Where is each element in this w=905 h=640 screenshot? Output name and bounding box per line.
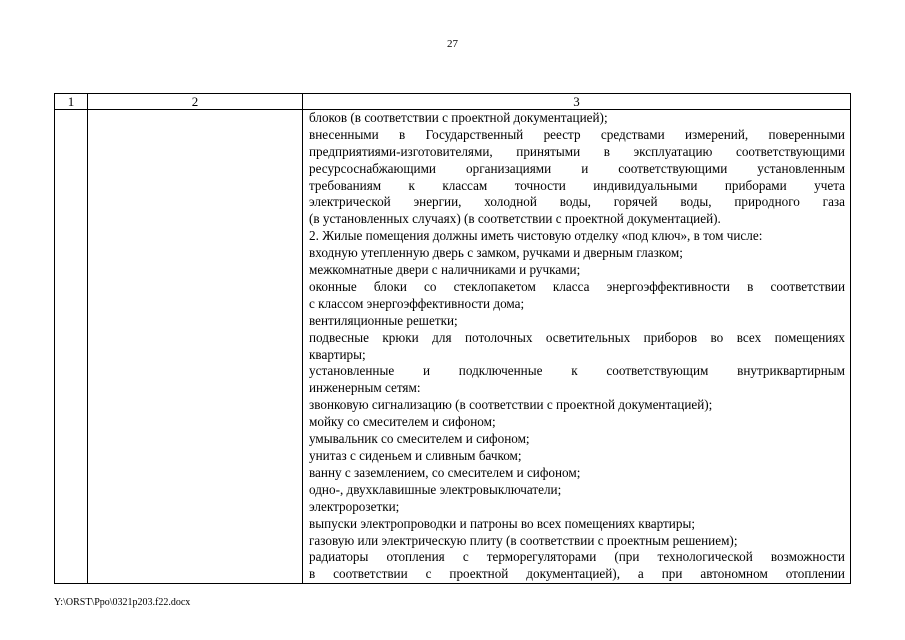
column-header-2: 2 [88,94,303,110]
column-header-1: 1 [55,94,88,110]
text-line: звонковую сигнализацию (в соответствии с проектной документацией); [309,397,713,413]
text-line: унитаз с сиденьем и сливным бачком; [309,448,522,463]
table-row [55,110,851,584]
column-header-3: 3 [303,94,851,110]
text-line: 2. Жилые помещения должны иметь чистовую отделку «под ключ», в том числе: [309,228,763,244]
text-line: электророзетки; [309,498,400,514]
cell-col-1 [55,110,88,584]
content-table [54,93,851,584]
page-number: 27 [447,38,458,50]
text-line: межкомнатные двери с наличниками и ручками; [309,262,581,278]
text-line: мойку со смесителем и сифоном; [309,414,496,430]
text-line: установленные и подключенные к соответствующим внутриквартирным [309,363,845,379]
text-line: оконные блоки со стеклопакетом класса энергоэффективности в соответствии [309,278,845,294]
footer-file-path: Y:\ORST\Ppo\0321p203.f22.docx [54,597,191,608]
text-line: ресурсоснабжающими организациями и соответствующими установленным [309,160,845,176]
table-header-row [55,94,851,110]
text-line: в соответствии с проектной документацией), а при автономном отоплении [309,566,845,582]
cell-col-3 [303,110,851,584]
text-line: радиаторы отопления с терморегуляторами (при технологической возможности [309,549,845,565]
text-line: требованиям к классам точности индивидуальными приборами учета [309,177,845,193]
text-line: с классом энергоэффективности дома; [309,295,525,311]
cell-col-2 [88,110,303,584]
text-line: электрической энергии, холодной воды, горячей воды, природного газа [309,194,845,210]
text-line: входную утепленную дверь с замком, ручками и дверным глазком; [309,245,683,261]
text-line: умывальник со смесителем и сифоном; [309,431,530,447]
text-line: (в установленных случаях) (в соответствии с проектной документацией). [309,211,721,227]
text-line: вентиляционные решетки; [309,312,458,328]
text-line: ванну с заземлением, со смесителем и сифоном; [309,464,581,480]
text-line: газовую или электрическую плиту (в соответствии с проектным решением); [309,532,738,548]
text-line: выпуски электропроводки и патроны во всех помещениях квартиры; [309,515,695,531]
text-line: инженерным сетям: [309,380,421,396]
text-line: блоков (в соответствии с проектной документацией); [309,110,608,125]
text-line: квартиры; [309,346,366,362]
text-line: подвесные крюки для потолочных осветительных приборов во всех помещениях [309,329,845,345]
text-line: предприятиями-изготовителями, принятыми в эксплуатацию соответствующими [309,143,845,159]
text-line: внесенными в Государственный реестр средствами измерений, поверенными [309,126,845,142]
text-line: одно-, двухклавишные электровыключатели; [309,481,562,497]
